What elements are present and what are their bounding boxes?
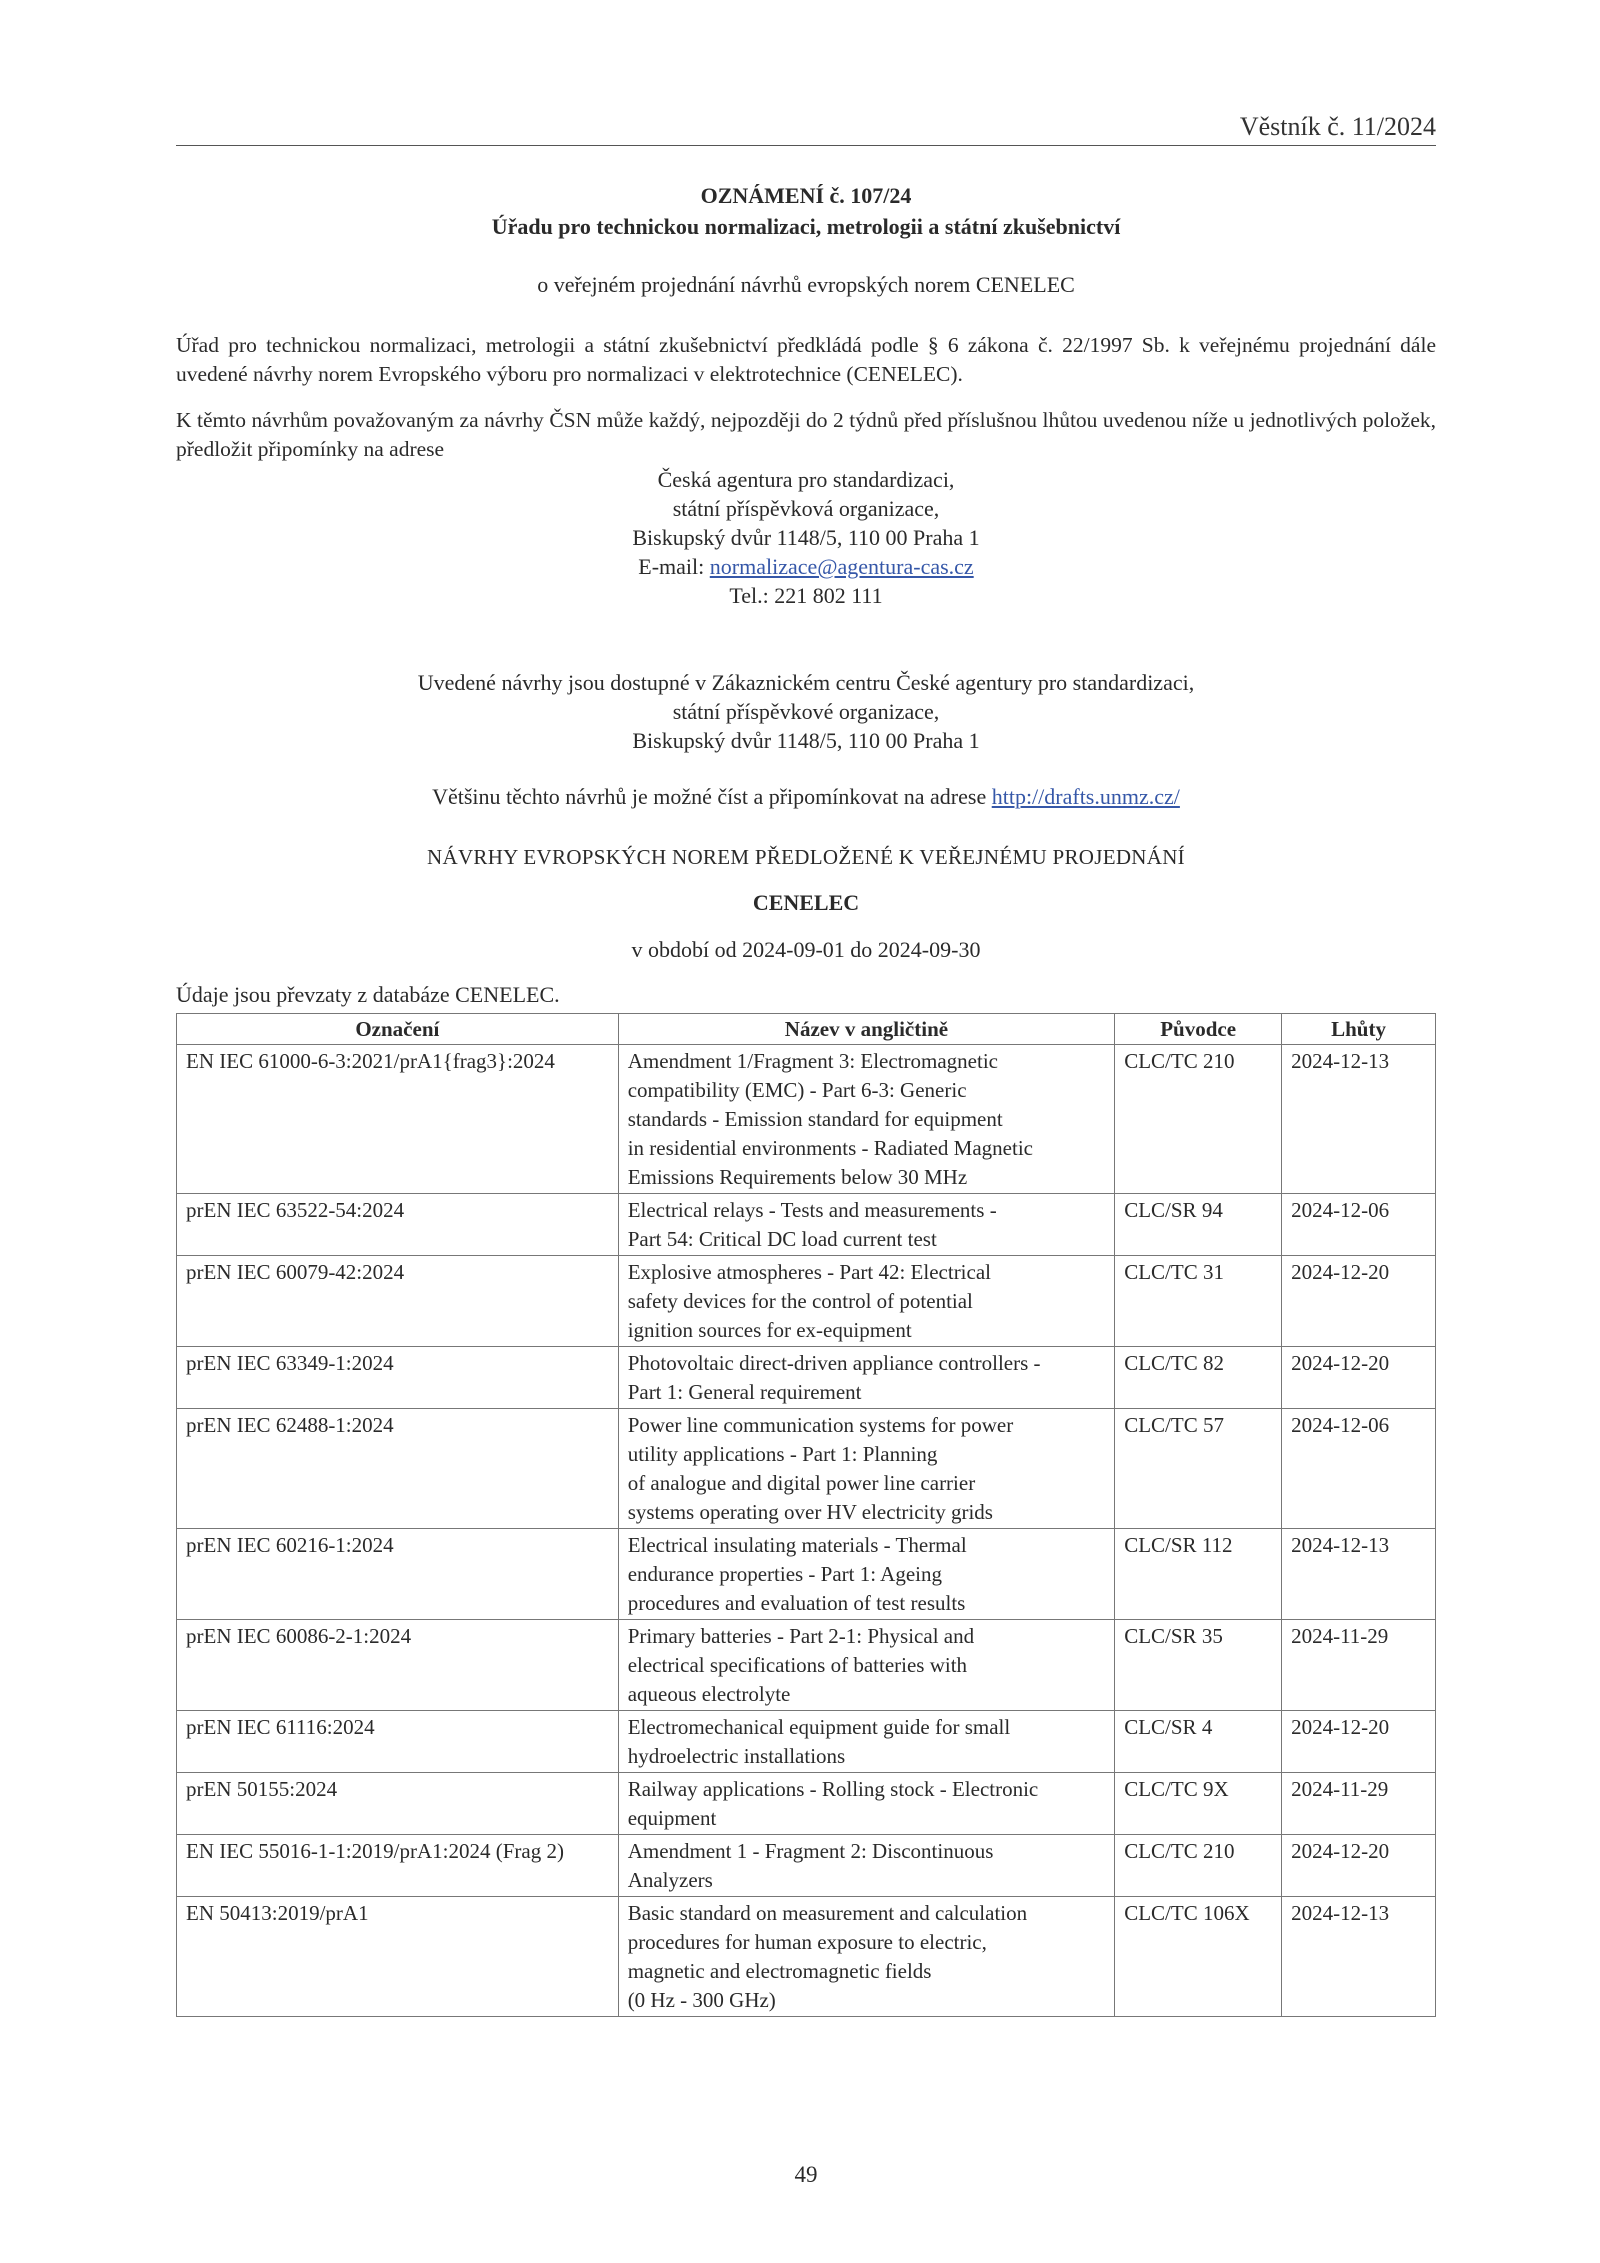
cell-designation: prEN 50155:2024: [177, 1773, 619, 1835]
cell-designation: prEN IEC 60086-2-1:2024: [177, 1620, 619, 1711]
availability-block: [176, 668, 1436, 755]
cell-originator: CLC/SR 4: [1115, 1711, 1282, 1773]
cell-deadline: 2024-12-20: [1282, 1835, 1436, 1897]
title-line: in residential environments - Radiated Magnetic: [627, 1136, 1033, 1160]
contact-phone: Tel.: 221 802 111: [729, 583, 883, 608]
table-row: [177, 1773, 1436, 1835]
title-line: magnetic and electromagnetic fields: [627, 1959, 932, 1983]
title-line: Part 54: Critical DC load current test: [627, 1227, 937, 1251]
title-line: of analogue and digital power line carrier: [627, 1471, 976, 1495]
period-line: v období od 2024-09-01 do 2024-09-30: [631, 937, 981, 962]
title-line: Power line communication systems for power: [627, 1413, 1014, 1437]
title-line: Primary batteries - Part 2-1: Physical and: [627, 1624, 975, 1648]
cell-originator: CLC/TC 106X: [1115, 1897, 1282, 2017]
cell-designation: prEN IEC 63522-54:2024: [177, 1194, 619, 1256]
drafts-table: [176, 1013, 1436, 2017]
cell-designation: EN 50413:2019/prA1: [177, 1897, 619, 2017]
table-row: [177, 1045, 1436, 1194]
cell-originator: CLC/TC 31: [1115, 1256, 1282, 1347]
contact-email-line: [176, 552, 1436, 581]
cell-deadline: 2024-12-13: [1282, 1897, 1436, 2017]
title-line: Explosive atmospheres - Part 42: Electrical: [627, 1260, 991, 1284]
cell-designation: prEN IEC 60079-42:2024: [177, 1256, 619, 1347]
cell-deadline: 2024-12-06: [1282, 1409, 1436, 1529]
announcement-issuer: Úřadu pro technickou normalizaci, metrologii a státní zkušebnictví: [491, 214, 1121, 239]
cell-originator: CLC/TC 57: [1115, 1409, 1282, 1529]
contact-address: Biskupský dvůr 1148/5, 110 00 Praha 1: [632, 525, 980, 550]
title-line: aqueous electrolyte: [627, 1682, 791, 1706]
cell-originator: CLC/TC 210: [1115, 1045, 1282, 1194]
cell-deadline: 2024-12-13: [1282, 1529, 1436, 1620]
cell-deadline: 2024-12-20: [1282, 1711, 1436, 1773]
section-heading: NÁVRHY EVROPSKÝCH NOREM PŘEDLOŽENÉ K VEŘEJNÉMU PROJEDNÁNÍ: [427, 845, 1185, 869]
title-line: Amendment 1 - Fragment 2: Discontinuous: [627, 1839, 994, 1863]
title-line: systems operating over HV electricity grids: [627, 1500, 993, 1524]
title-line: endurance properties - Part 1: Ageing: [627, 1562, 943, 1586]
title-line: Part 1: General requirement: [627, 1380, 862, 1404]
cell-title: [618, 1620, 1115, 1711]
cell-title: [618, 1194, 1115, 1256]
cell-title: [618, 1529, 1115, 1620]
availability-line-1: Uvedené návrhy jsou dostupné v Zákaznickém centru České agentury pro standardizaci,: [417, 670, 1195, 695]
title-line: hydroelectric installations: [627, 1744, 846, 1768]
table-row: [177, 1529, 1436, 1620]
cell-designation: prEN IEC 63349-1:2024: [177, 1347, 619, 1409]
table-row: [177, 1620, 1436, 1711]
cell-title: [618, 1897, 1115, 2017]
title-line: Electrical insulating materials - Thermal: [627, 1533, 967, 1557]
cell-originator: CLC/TC 210: [1115, 1835, 1282, 1897]
announcement-title: OZNÁMENÍ č. 107/24: [700, 183, 912, 208]
cell-originator: CLC/SR 112: [1115, 1529, 1282, 1620]
cell-originator: CLC/TC 82: [1115, 1347, 1282, 1409]
title-line: Amendment 1/Fragment 3: Electromagnetic: [627, 1049, 998, 1073]
title-line: Electromechanical equipment guide for small: [627, 1715, 1011, 1739]
column-header-designation: Označení: [177, 1014, 619, 1045]
cell-deadline: 2024-12-06: [1282, 1194, 1436, 1256]
table-row: [177, 1835, 1436, 1897]
comments-paragraph: K těmto návrhům považovaným za návrhy ČSN může každý, nejpozději do 2 týdnů před příslušnou lhůtou uvedenou níže u jednotlivých položek, předložit připomínky na adrese: [176, 408, 1436, 461]
cell-title: [618, 1256, 1115, 1347]
title-line: Analyzers: [627, 1868, 713, 1892]
title-line: procedures and evaluation of test results: [627, 1591, 966, 1615]
intro-paragraph: Úřad pro technickou normalizaci, metrologii a státní zkušebnictví předkládá podle § 6 zákona č. 22/1997 Sb. k veřejnému projednání dále uvedené návrhy norem Evropského výboru pro normalizaci v elektrotechnice (CENELEC).: [176, 333, 1436, 386]
title-line: Photovoltaic direct-driven appliance controllers -: [627, 1351, 1041, 1375]
cell-deadline: 2024-11-29: [1282, 1620, 1436, 1711]
title-line: Electrical relays - Tests and measurements -: [627, 1198, 997, 1222]
title-line: ignition sources for ex-equipment: [627, 1318, 912, 1342]
column-header-deadline: Lhůty: [1282, 1014, 1436, 1045]
contact-address-block: [176, 465, 1436, 610]
header-divider: [176, 145, 1436, 146]
email-label: E-mail:: [638, 554, 710, 579]
drafts-link[interactable]: http://drafts.unmz.cz/: [991, 784, 1180, 809]
email-link[interactable]: normalizace@agentura-cas.cz: [709, 554, 974, 579]
table-row: [177, 1897, 1436, 2017]
title-line: Emissions Requirements below 30 MHz: [627, 1165, 968, 1189]
cell-originator: CLC/SR 35: [1115, 1620, 1282, 1711]
table-body: [177, 1045, 1436, 2017]
cell-deadline: 2024-12-20: [1282, 1256, 1436, 1347]
cell-deadline: 2024-12-13: [1282, 1045, 1436, 1194]
organization-heading: CENELEC: [752, 890, 860, 915]
availability-line-2: státní příspěvkové organizace,: [672, 699, 940, 724]
cell-title: [618, 1711, 1115, 1773]
cell-title: [618, 1347, 1115, 1409]
cell-deadline: 2024-11-29: [1282, 1773, 1436, 1835]
cell-designation: prEN IEC 62488-1:2024: [177, 1409, 619, 1529]
cell-title: [618, 1409, 1115, 1529]
announcement-subject: o veřejném projednání návrhů evropských norem CENELEC: [537, 272, 1075, 297]
cell-title: [618, 1045, 1115, 1194]
table-header-row: [177, 1014, 1436, 1045]
cell-title: [618, 1773, 1115, 1835]
cell-designation: prEN IEC 61116:2024: [177, 1711, 619, 1773]
cell-designation: EN IEC 61000-6-3:2021/prA1{frag3}:2024: [177, 1045, 619, 1194]
title-line: standards - Emission standard for equipment: [627, 1107, 1003, 1131]
title-line: equipment: [627, 1806, 717, 1830]
cell-designation: EN IEC 55016-1-1:2019/prA1:2024 (Frag 2): [177, 1835, 619, 1897]
title-line: Basic standard on measurement and calculation: [627, 1901, 1028, 1925]
table-row: [177, 1256, 1436, 1347]
page-number: 49: [794, 2162, 818, 2187]
title-line: Railway applications - Rolling stock - Electronic: [627, 1777, 1039, 1801]
title-line: (0 Hz - 300 GHz): [627, 1988, 776, 2012]
drafts-note: [176, 784, 1436, 810]
cell-designation: prEN IEC 60216-1:2024: [177, 1529, 619, 1620]
table-row: [177, 1711, 1436, 1773]
title-line: utility applications - Part 1: Planning: [627, 1442, 938, 1466]
cell-originator: CLC/TC 9X: [1115, 1773, 1282, 1835]
table-row: [177, 1347, 1436, 1409]
cell-deadline: 2024-12-20: [1282, 1347, 1436, 1409]
contact-org-type: státní příspěvková organizace,: [672, 496, 940, 521]
title-line: compatibility (EMC) - Part 6-3: Generic: [627, 1078, 967, 1102]
column-header-originator: Původce: [1115, 1014, 1282, 1045]
running-header: Věstník č. 11/2024: [1239, 112, 1436, 141]
drafts-note-text: Většinu těchto návrhů je možné číst a připomínkovat na adrese: [432, 784, 992, 809]
column-header-title: Název v angličtině: [618, 1014, 1115, 1045]
table-row: [177, 1194, 1436, 1256]
availability-line-3: Biskupský dvůr 1148/5, 110 00 Praha 1: [632, 728, 980, 753]
title-line: electrical specifications of batteries with: [627, 1653, 968, 1677]
source-note: Údaje jsou převzaty z databáze CENELEC.: [176, 982, 560, 1007]
title-line: safety devices for the control of potential: [627, 1289, 973, 1313]
title-line: procedures for human exposure to electric,: [627, 1930, 987, 1954]
contact-org: Česká agentura pro standardizaci,: [657, 467, 955, 492]
table-row: [177, 1409, 1436, 1529]
cell-title: [618, 1835, 1115, 1897]
cell-originator: CLC/SR 94: [1115, 1194, 1282, 1256]
